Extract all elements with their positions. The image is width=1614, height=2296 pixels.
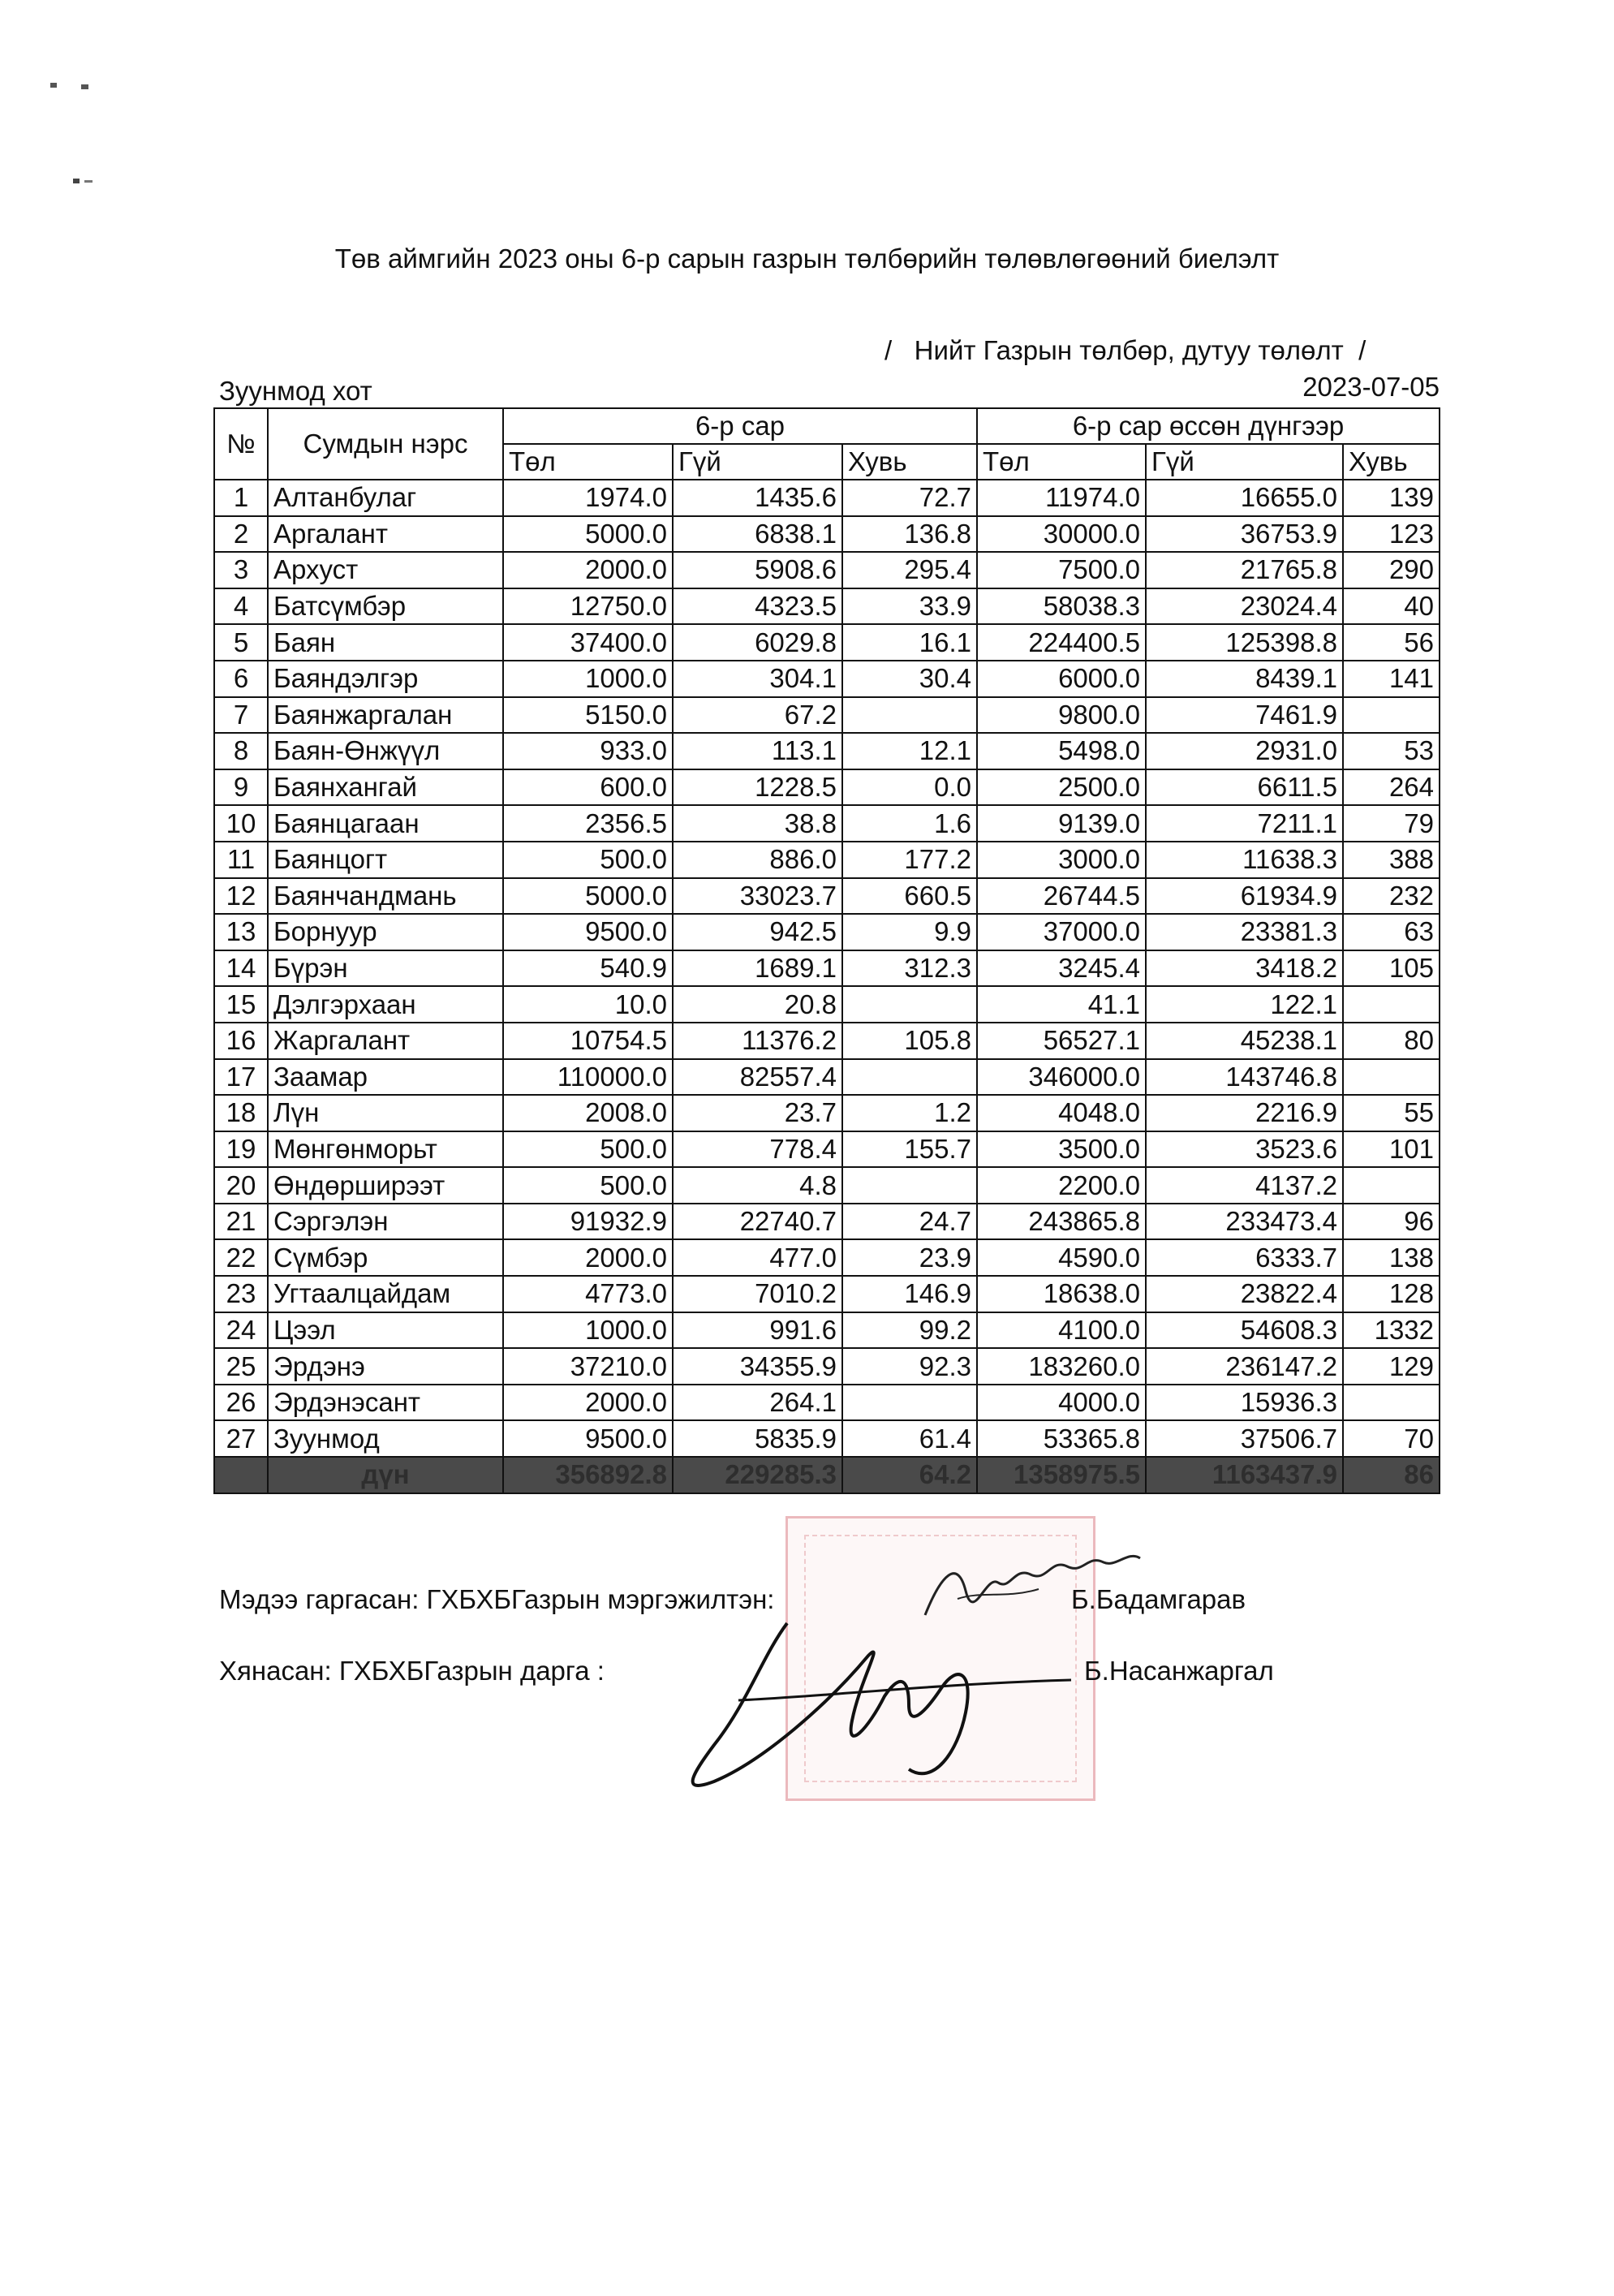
row-pct: 660.5	[842, 878, 977, 915]
row-cum-pct: 70	[1343, 1420, 1440, 1457]
row-cum-pct: 79	[1343, 805, 1440, 842]
table-row	[214, 1385, 1440, 1421]
col-header-plan: Төл	[503, 444, 673, 480]
row-district-name: Баян-Өнжүүл	[268, 733, 503, 769]
row-cum-actual: 11638.3	[1146, 842, 1343, 878]
reviewed-by-label: Хянасан: ГХБХБГазрын дарга :	[219, 1656, 605, 1686]
row-actual: 5908.6	[673, 552, 842, 588]
row-pct: 312.3	[842, 950, 977, 987]
row-plan: 1000.0	[503, 661, 673, 697]
row-number: 11	[214, 842, 268, 878]
row-number: 9	[214, 769, 268, 806]
row-plan: 91932.9	[503, 1204, 673, 1240]
row-cum-plan: 243865.8	[977, 1204, 1146, 1240]
table-row	[214, 1312, 1440, 1349]
row-cum-pct: 53	[1343, 733, 1440, 769]
group-header-month: 6-р сар	[503, 408, 977, 444]
row-number: 2	[214, 516, 268, 553]
row-pct: 295.4	[842, 552, 977, 588]
table-row	[214, 1131, 1440, 1168]
row-cum-plan: 346000.0	[977, 1059, 1146, 1096]
row-cum-actual: 16655.0	[1146, 480, 1343, 516]
row-cum-plan: 6000.0	[977, 661, 1146, 697]
row-cum-pct: 96	[1343, 1204, 1440, 1240]
row-district-name: Архуст	[268, 552, 503, 588]
row-cum-actual: 54608.3	[1146, 1312, 1343, 1349]
row-cum-pct: 129	[1343, 1348, 1440, 1385]
row-district-name: Баяндэлгэр	[268, 661, 503, 697]
table-row	[214, 516, 1440, 553]
row-pct: 33.9	[842, 588, 977, 625]
row-number: 5	[214, 624, 268, 661]
table-row	[214, 1095, 1440, 1131]
col-header-cum-plan: Төл	[977, 444, 1146, 480]
row-pct: 9.9	[842, 914, 977, 950]
row-plan: 500.0	[503, 1131, 673, 1168]
group-header-cumulative: 6-р сар өссөн дүнгээр	[977, 408, 1440, 444]
row-cum-actual: 7461.9	[1146, 697, 1343, 734]
table-row	[214, 588, 1440, 625]
table-row	[214, 1348, 1440, 1385]
table-row	[214, 769, 1440, 806]
col-header-cum-pct: Хувь	[1343, 444, 1440, 480]
row-district-name: Жаргалант	[268, 1023, 503, 1059]
row-actual: 82557.4	[673, 1059, 842, 1096]
table-row	[214, 805, 1440, 842]
row-pct: 1.2	[842, 1095, 977, 1131]
row-cum-pct: 264	[1343, 769, 1440, 806]
row-number: 7	[214, 697, 268, 734]
row-district-name: Аргалант	[268, 516, 503, 553]
row-district-name: Баянцогт	[268, 842, 503, 878]
row-cum-actual: 6611.5	[1146, 769, 1343, 806]
row-district-name: Лүн	[268, 1095, 503, 1131]
row-cum-pct	[1343, 1167, 1440, 1204]
row-pct	[842, 1385, 977, 1421]
table-row	[214, 878, 1440, 915]
row-plan: 37210.0	[503, 1348, 673, 1385]
row-pct	[842, 1059, 977, 1096]
table-row	[214, 1239, 1440, 1276]
row-number: 19	[214, 1131, 268, 1168]
row-pct	[842, 986, 977, 1023]
row-cum-actual: 7211.1	[1146, 805, 1343, 842]
row-cum-actual: 21765.8	[1146, 552, 1343, 588]
row-cum-pct: 56	[1343, 624, 1440, 661]
row-number: 8	[214, 733, 268, 769]
row-plan: 2000.0	[503, 1239, 673, 1276]
row-actual: 6029.8	[673, 624, 842, 661]
col-header-name: Сумдын нэрс	[268, 408, 503, 480]
row-actual: 23.7	[673, 1095, 842, 1131]
row-number: 14	[214, 950, 268, 987]
row-district-name: Баянчандмань	[268, 878, 503, 915]
row-cum-plan: 2500.0	[977, 769, 1146, 806]
row-district-name: Зуунмод	[268, 1420, 503, 1457]
row-actual: 304.1	[673, 661, 842, 697]
table-row	[214, 661, 1440, 697]
row-actual: 264.1	[673, 1385, 842, 1421]
row-plan: 110000.0	[503, 1059, 673, 1096]
total-actual: 229285.3	[673, 1457, 842, 1493]
row-number: 17	[214, 1059, 268, 1096]
row-number: 4	[214, 588, 268, 625]
row-pct: 72.7	[842, 480, 977, 516]
row-number: 13	[214, 914, 268, 950]
col-header-no: №	[214, 408, 268, 480]
row-plan: 2000.0	[503, 552, 673, 588]
row-actual: 4323.5	[673, 588, 842, 625]
row-cum-plan: 37000.0	[977, 914, 1146, 950]
row-district-name: Сүмбэр	[268, 1239, 503, 1276]
row-cum-actual: 3418.2	[1146, 950, 1343, 987]
row-cum-pct	[1343, 986, 1440, 1023]
row-cum-actual: 45238.1	[1146, 1023, 1343, 1059]
report-date: 2023-07-05	[1302, 372, 1440, 402]
total-plan: 356892.8	[503, 1457, 673, 1493]
row-number: 25	[214, 1348, 268, 1385]
row-pct: 24.7	[842, 1204, 977, 1240]
row-pct: 61.4	[842, 1420, 977, 1457]
row-cum-pct: 1332	[1343, 1312, 1440, 1349]
row-actual: 33023.7	[673, 878, 842, 915]
row-cum-pct: 55	[1343, 1095, 1440, 1131]
total-label: дүн	[268, 1457, 503, 1493]
row-actual: 34355.9	[673, 1348, 842, 1385]
row-plan: 600.0	[503, 769, 673, 806]
row-pct: 23.9	[842, 1239, 977, 1276]
row-cum-pct: 139	[1343, 480, 1440, 516]
row-cum-actual: 3523.6	[1146, 1131, 1343, 1168]
total-cum-pct: 86	[1343, 1457, 1440, 1493]
row-number: 3	[214, 552, 268, 588]
page-title: Төв аймгийн 2023 оны 6-р сарын газрын төлбөрийн төлөвлөгөөний биелэлт	[334, 243, 1280, 274]
row-cum-plan: 26744.5	[977, 878, 1146, 915]
row-cum-actual: 23822.4	[1146, 1276, 1343, 1312]
row-actual: 991.6	[673, 1312, 842, 1349]
row-cum-actual: 6333.7	[1146, 1239, 1343, 1276]
row-actual: 11376.2	[673, 1023, 842, 1059]
row-number: 15	[214, 986, 268, 1023]
row-cum-plan: 11974.0	[977, 480, 1146, 516]
row-cum-pct: 105	[1343, 950, 1440, 987]
total-row	[214, 1457, 1440, 1493]
row-cum-plan: 5498.0	[977, 733, 1146, 769]
row-cum-plan: 4590.0	[977, 1239, 1146, 1276]
row-plan: 500.0	[503, 842, 673, 878]
row-pct: 12.1	[842, 733, 977, 769]
row-cum-plan: 224400.5	[977, 624, 1146, 661]
scan-specks	[41, 73, 105, 195]
table-row	[214, 1167, 1440, 1204]
col-header-pct: Хувь	[842, 444, 977, 480]
row-number: 23	[214, 1276, 268, 1312]
row-cum-actual: 23024.4	[1146, 588, 1343, 625]
row-cum-plan: 4048.0	[977, 1095, 1146, 1131]
row-plan: 540.9	[503, 950, 673, 987]
payment-table	[213, 407, 1440, 1494]
row-plan: 37400.0	[503, 624, 673, 661]
row-plan: 933.0	[503, 733, 673, 769]
row-plan: 2356.5	[503, 805, 673, 842]
row-number: 26	[214, 1385, 268, 1421]
row-cum-pct: 128	[1343, 1276, 1440, 1312]
row-cum-plan: 183260.0	[977, 1348, 1146, 1385]
row-cum-plan: 30000.0	[977, 516, 1146, 553]
row-cum-plan: 3500.0	[977, 1131, 1146, 1168]
row-actual: 38.8	[673, 805, 842, 842]
row-cum-plan: 9800.0	[977, 697, 1146, 734]
row-cum-plan: 4100.0	[977, 1312, 1146, 1349]
row-actual: 7010.2	[673, 1276, 842, 1312]
row-plan: 5000.0	[503, 516, 673, 553]
table-row	[214, 1059, 1440, 1096]
table-row	[214, 986, 1440, 1023]
total-pct: 64.2	[842, 1457, 977, 1493]
row-cum-plan: 53365.8	[977, 1420, 1146, 1457]
row-cum-pct: 123	[1343, 516, 1440, 553]
row-pct: 99.2	[842, 1312, 977, 1349]
row-number: 20	[214, 1167, 268, 1204]
row-district-name: Эрдэнэсант	[268, 1385, 503, 1421]
row-plan: 9500.0	[503, 1420, 673, 1457]
row-plan: 10754.5	[503, 1023, 673, 1059]
row-plan: 10.0	[503, 986, 673, 1023]
row-pct: 92.3	[842, 1348, 977, 1385]
reviewed-by-name: Б.Насанжаргал	[1084, 1656, 1274, 1686]
row-plan: 2000.0	[503, 1385, 673, 1421]
row-actual: 1228.5	[673, 769, 842, 806]
col-header-cum-actual: Гүй	[1146, 444, 1343, 480]
row-cum-plan: 58038.3	[977, 588, 1146, 625]
table-row	[214, 480, 1440, 516]
row-cum-actual: 15936.3	[1146, 1385, 1343, 1421]
report-subtitle: / Нийт Газрын төлбөр, дутуу төлөлт /	[884, 335, 1367, 365]
row-plan: 4773.0	[503, 1276, 673, 1312]
row-number: 22	[214, 1239, 268, 1276]
row-cum-pct: 388	[1343, 842, 1440, 878]
row-cum-actual: 2931.0	[1146, 733, 1343, 769]
row-district-name: Мөнгөнморьт	[268, 1131, 503, 1168]
row-cum-plan: 41.1	[977, 986, 1146, 1023]
row-cum-actual: 236147.2	[1146, 1348, 1343, 1385]
row-plan: 1000.0	[503, 1312, 673, 1349]
table-row	[214, 624, 1440, 661]
row-plan: 5150.0	[503, 697, 673, 734]
row-cum-pct	[1343, 1059, 1440, 1096]
row-district-name: Борнуур	[268, 914, 503, 950]
row-pct	[842, 1167, 977, 1204]
row-cum-actual: 233473.4	[1146, 1204, 1343, 1240]
row-cum-plan: 3000.0	[977, 842, 1146, 878]
row-cum-pct	[1343, 697, 1440, 734]
row-number: 6	[214, 661, 268, 697]
row-cum-pct: 141	[1343, 661, 1440, 697]
table-row	[214, 1204, 1440, 1240]
row-cum-actual: 61934.9	[1146, 878, 1343, 915]
row-district-name: Баянхангай	[268, 769, 503, 806]
row-district-name: Баян	[268, 624, 503, 661]
table-row	[214, 950, 1440, 987]
col-header-actual: Гүй	[673, 444, 842, 480]
row-cum-pct: 63	[1343, 914, 1440, 950]
row-cum-plan: 4000.0	[977, 1385, 1146, 1421]
row-actual: 477.0	[673, 1239, 842, 1276]
row-cum-actual: 2216.9	[1146, 1095, 1343, 1131]
row-pct: 177.2	[842, 842, 977, 878]
row-actual: 67.2	[673, 697, 842, 734]
row-number: 1	[214, 480, 268, 516]
total-cell-blank	[214, 1457, 268, 1493]
row-cum-actual: 122.1	[1146, 986, 1343, 1023]
row-actual: 113.1	[673, 733, 842, 769]
row-actual: 778.4	[673, 1131, 842, 1168]
row-plan: 9500.0	[503, 914, 673, 950]
row-cum-plan: 3245.4	[977, 950, 1146, 987]
row-cum-actual: 125398.8	[1146, 624, 1343, 661]
row-actual: 1689.1	[673, 950, 842, 987]
row-cum-pct: 138	[1343, 1239, 1440, 1276]
row-pct: 146.9	[842, 1276, 977, 1312]
row-cum-pct	[1343, 1385, 1440, 1421]
row-cum-plan: 18638.0	[977, 1276, 1146, 1312]
row-actual: 886.0	[673, 842, 842, 878]
row-district-name: Баянжаргалан	[268, 697, 503, 734]
row-plan: 2008.0	[503, 1095, 673, 1131]
row-actual: 5835.9	[673, 1420, 842, 1457]
row-cum-actual: 23381.3	[1146, 914, 1343, 950]
row-cum-actual: 4137.2	[1146, 1167, 1343, 1204]
row-pct: 16.1	[842, 624, 977, 661]
location-label: Зуунмод хот	[219, 376, 372, 406]
row-pct: 105.8	[842, 1023, 977, 1059]
row-district-name: Заамар	[268, 1059, 503, 1096]
row-district-name: Эрдэнэ	[268, 1348, 503, 1385]
row-plan: 500.0	[503, 1167, 673, 1204]
row-number: 18	[214, 1095, 268, 1131]
row-pct: 136.8	[842, 516, 977, 553]
row-cum-plan: 2200.0	[977, 1167, 1146, 1204]
row-number: 16	[214, 1023, 268, 1059]
row-cum-actual: 36753.9	[1146, 516, 1343, 553]
row-plan: 12750.0	[503, 588, 673, 625]
table-row	[214, 697, 1440, 734]
row-cum-actual: 37506.7	[1146, 1420, 1343, 1457]
row-district-name: Баянцагаан	[268, 805, 503, 842]
row-pct: 155.7	[842, 1131, 977, 1168]
row-plan: 1974.0	[503, 480, 673, 516]
row-actual: 942.5	[673, 914, 842, 950]
total-cum-plan: 1358975.5	[977, 1457, 1146, 1493]
prepared-by-label: Мэдээ гаргасан: ГХБХБГазрын мэргэжилтэн:	[219, 1584, 775, 1614]
row-number: 21	[214, 1204, 268, 1240]
row-cum-plan: 7500.0	[977, 552, 1146, 588]
row-cum-pct: 232	[1343, 878, 1440, 915]
row-district-name: Батсүмбэр	[268, 588, 503, 625]
row-district-name: Дэлгэрхаан	[268, 986, 503, 1023]
table-row	[214, 914, 1440, 950]
row-actual: 4.8	[673, 1167, 842, 1204]
row-cum-pct: 40	[1343, 588, 1440, 625]
row-number: 12	[214, 878, 268, 915]
row-actual: 20.8	[673, 986, 842, 1023]
row-pct: 30.4	[842, 661, 977, 697]
row-district-name: Алтанбулаг	[268, 480, 503, 516]
row-cum-pct: 80	[1343, 1023, 1440, 1059]
row-district-name: Бүрэн	[268, 950, 503, 987]
total-cum-actual: 1163437.9	[1146, 1457, 1343, 1493]
row-cum-pct: 101	[1343, 1131, 1440, 1168]
table-row	[214, 552, 1440, 588]
row-district-name: Угтаалцайдам	[268, 1276, 503, 1312]
row-district-name: Цээл	[268, 1312, 503, 1349]
row-cum-actual: 143746.8	[1146, 1059, 1343, 1096]
row-plan: 5000.0	[503, 878, 673, 915]
row-number: 24	[214, 1312, 268, 1349]
signature-reviewer	[665, 1607, 1087, 1802]
row-pct: 0.0	[842, 769, 977, 806]
row-number: 27	[214, 1420, 268, 1457]
row-cum-actual: 8439.1	[1146, 661, 1343, 697]
table-row	[214, 842, 1440, 878]
table-row	[214, 733, 1440, 769]
row-district-name: Өндөрширээт	[268, 1167, 503, 1204]
table-row	[214, 1023, 1440, 1059]
row-pct	[842, 697, 977, 734]
table-row	[214, 1420, 1440, 1457]
prepared-by-name: Б.Бадамгарав	[1071, 1584, 1246, 1614]
row-actual: 22740.7	[673, 1204, 842, 1240]
row-cum-pct: 290	[1343, 552, 1440, 588]
row-cum-plan: 56527.1	[977, 1023, 1146, 1059]
row-actual: 6838.1	[673, 516, 842, 553]
row-pct: 1.6	[842, 805, 977, 842]
row-actual: 1435.6	[673, 480, 842, 516]
row-district-name: Сэргэлэн	[268, 1204, 503, 1240]
table-row	[214, 1276, 1440, 1312]
row-cum-plan: 9139.0	[977, 805, 1146, 842]
row-number: 10	[214, 805, 268, 842]
